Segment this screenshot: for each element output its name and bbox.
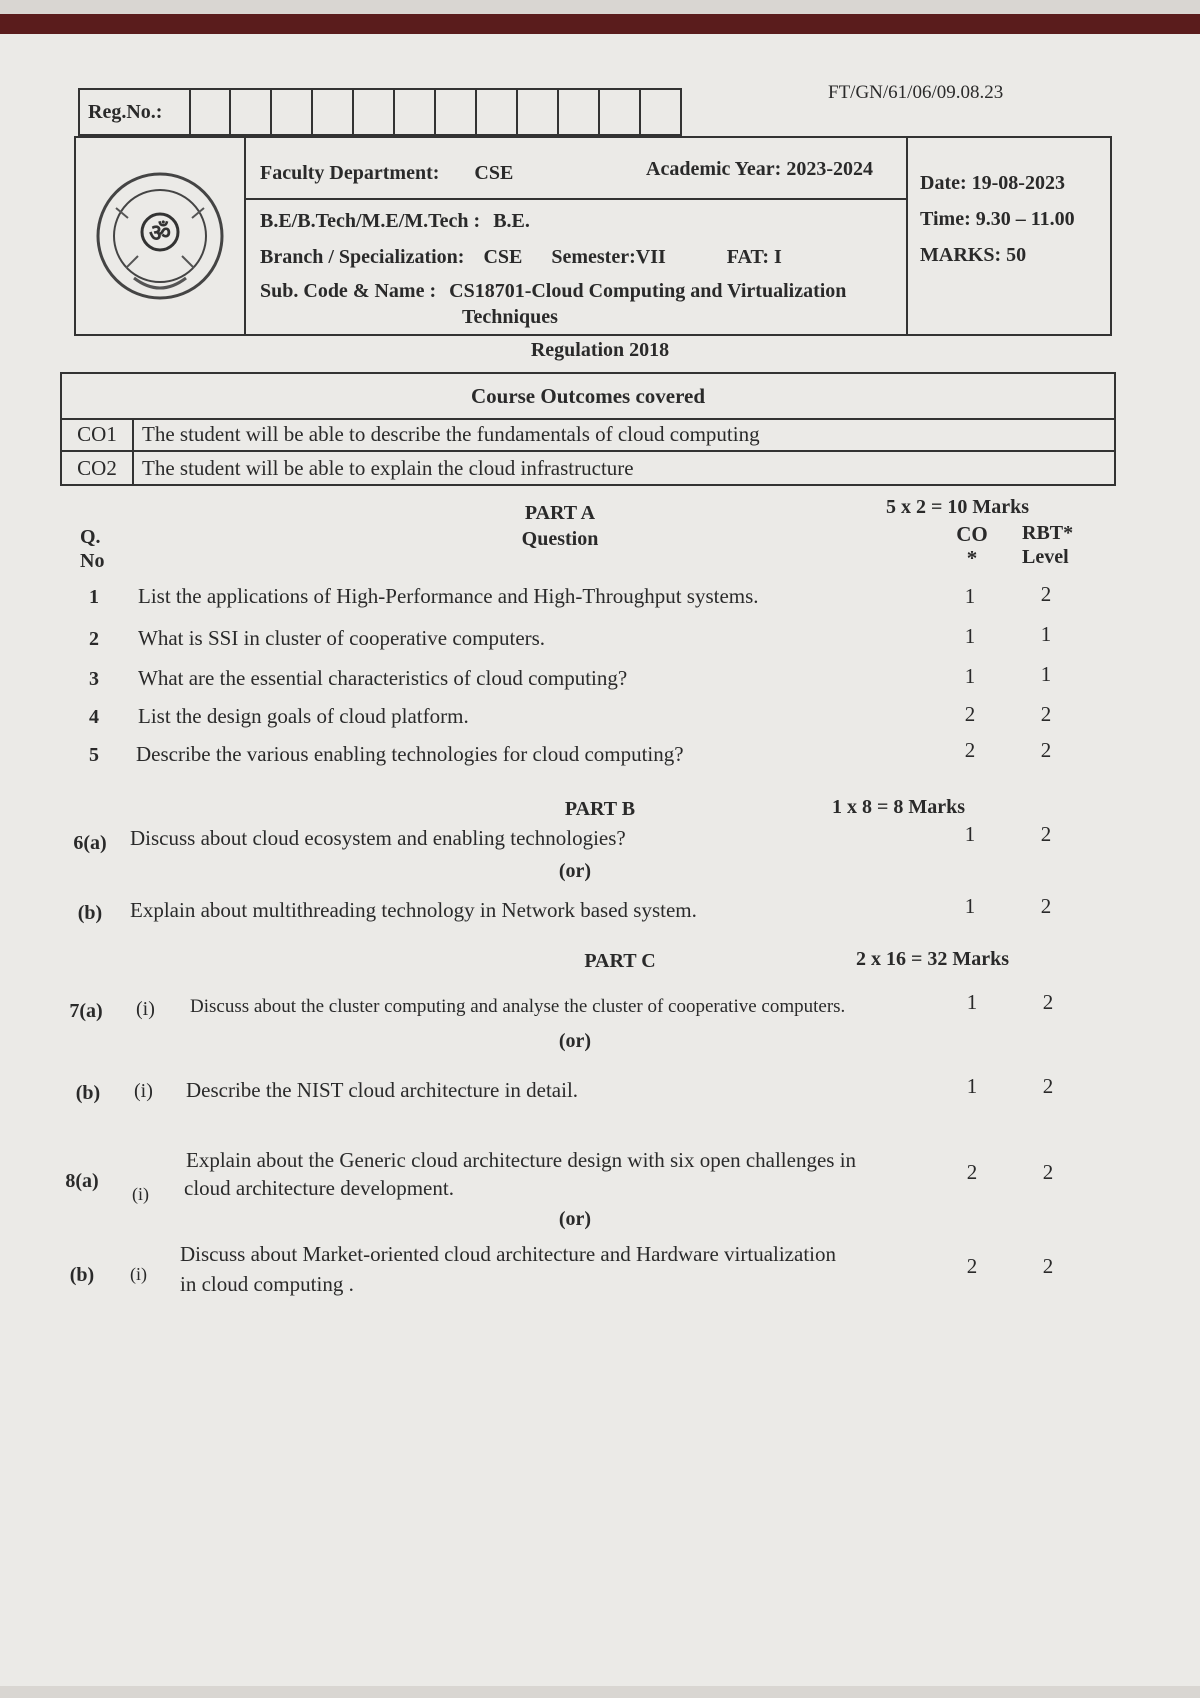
question-number: 7(a) [69, 1000, 103, 1022]
question-column-header: Question [521, 528, 599, 550]
subject-name-line2: Techniques [462, 306, 558, 328]
reg-no-cell[interactable] [270, 90, 311, 134]
exam-date: Date: 19-08-2023 [920, 172, 1065, 194]
exam-marks: MARKS: 50 [920, 244, 1027, 266]
question-number: (b) [75, 1082, 101, 1104]
question-rbt: 2 [1040, 738, 1052, 762]
rbt-header: RBT* [1022, 522, 1074, 544]
exam-time: Time: 9.30 – 11.00 [920, 208, 1075, 230]
question-text: Describe the various enabling technologies for cloud computing? [136, 742, 684, 766]
sub-question-number: (i) [134, 1080, 153, 1102]
part-c-title: PART C [584, 950, 656, 972]
question-co: 2 [966, 1160, 978, 1184]
question-co: 1 [964, 624, 976, 648]
question-co: 1 [966, 990, 978, 1014]
question-rbt: 2 [1040, 582, 1052, 606]
degree-value: B.E. [493, 210, 530, 232]
question-co: 1 [966, 1074, 978, 1098]
co-row [62, 418, 1114, 452]
regulation: Regulation 2018 [530, 339, 670, 361]
faculty-value: CSE [474, 162, 514, 184]
question-text: Discuss about cloud ecosystem and enabling technologies? [130, 826, 626, 850]
question-rbt: 2 [1042, 1074, 1054, 1098]
sub-question-number: (i) [130, 1264, 147, 1284]
question-number: (b) [69, 1264, 95, 1286]
faculty-label: Faculty Department: [260, 162, 440, 184]
question-number: 5 [89, 744, 99, 766]
co-header: CO [956, 522, 988, 546]
logo-cell [76, 138, 246, 334]
top-edge [0, 14, 1200, 34]
question-text-line2: in cloud computing . [180, 1272, 354, 1296]
question-rbt: 2 [1040, 822, 1052, 846]
qno-header: Q. [80, 526, 101, 548]
question-rbt: 1 [1040, 662, 1052, 686]
reg-no-cell[interactable] [229, 90, 270, 134]
question-co: 2 [964, 738, 976, 762]
co-row [62, 452, 1114, 484]
question-text-line1: Explain about the Generic cloud architecture design with six open challenges in [186, 1148, 857, 1172]
part-c-or-2: (or) [558, 1208, 592, 1230]
question-rbt: 2 [1042, 1254, 1054, 1278]
question-text: List the design goals of cloud platform. [138, 704, 469, 728]
degree-label: B.E/B.Tech/M.E/M.Tech : [260, 210, 481, 232]
part-a-marks: 5 x 2 = 10 Marks [886, 496, 1030, 518]
question-rbt: 2 [1042, 990, 1054, 1014]
academic-year: Academic Year: 2023-2024 [646, 158, 873, 180]
co-text: The student will be able to describe the fundamentals of cloud computing [142, 422, 760, 446]
reg-no-cell[interactable] [475, 90, 516, 134]
question-number: (b) [77, 902, 103, 924]
reg-no-box [78, 88, 682, 136]
document-code: FT/GN/61/06/09.08.23 [828, 82, 1004, 103]
reg-no-cell[interactable] [598, 90, 639, 134]
branch-label: Branch / Specialization: [260, 246, 465, 268]
rbt-header-2: Level [1022, 546, 1069, 568]
question-co: 2 [966, 1254, 978, 1278]
question-rbt: 2 [1040, 894, 1052, 918]
subject-name-line1: CS18701-Cloud Computing and Virtualization [449, 280, 847, 302]
question-text: Discuss about the cluster computing and analyse the cluster of cooperative computers. [190, 996, 846, 1017]
part-b-or: (or) [558, 860, 592, 882]
reg-no-cell[interactable] [393, 90, 434, 134]
question-text: Explain about multithreading technology in Network based system. [130, 898, 697, 922]
date-time-cell [906, 138, 1112, 334]
question-text: Describe the NIST cloud architecture in detail. [186, 1078, 579, 1102]
exam-paper [0, 14, 1200, 1686]
exam-header-table [74, 136, 1112, 336]
reg-no-cell[interactable] [434, 90, 475, 134]
co-text: The student will be able to explain the cloud infrastructure [142, 456, 634, 480]
question-rbt: 1 [1040, 622, 1052, 646]
part-c-or-1: (or) [558, 1030, 592, 1052]
question-text: List the applications of High-Performance and High-Throughput systems. [138, 584, 759, 608]
question-co: 1 [964, 584, 976, 608]
question-text-line1: Discuss about Market-oriented cloud architecture and Hardware virtualization [180, 1242, 836, 1266]
co-code: CO2 [62, 452, 134, 484]
course-outcomes-title: Course Outcomes covered [62, 374, 1114, 420]
question-number: 6(a) [73, 832, 107, 854]
part-c-marks: 2 x 16 = 32 Marks [856, 948, 1010, 970]
question-rbt: 2 [1042, 1160, 1054, 1184]
reg-no-cell[interactable] [557, 90, 598, 134]
co-header-2: * [966, 546, 978, 570]
question-number: 4 [89, 706, 99, 728]
question-rbt: 2 [1040, 702, 1052, 726]
question-co: 1 [964, 894, 976, 918]
reg-no-cell[interactable] [352, 90, 393, 134]
question-number: 3 [89, 668, 99, 690]
sub-question-number: (i) [136, 998, 155, 1020]
reg-no-cell[interactable] [311, 90, 352, 134]
header-divider [246, 198, 906, 200]
branch-value: CSE [483, 246, 523, 268]
svg-text:ॐ: ॐ [149, 219, 171, 247]
question-co: 2 [964, 702, 976, 726]
sub-question-number: (i) [132, 1184, 149, 1204]
reg-no-cell[interactable] [639, 90, 680, 134]
subject-label: Sub. Code & Name : [260, 280, 437, 302]
course-outcomes-table [60, 372, 1116, 486]
qno-header-2: No [80, 550, 105, 572]
part-a-title: PART A [524, 502, 596, 524]
fat-number: FAT: I [726, 246, 782, 268]
part-b-marks: 1 x 8 = 8 Marks [832, 796, 966, 818]
question-number: 8(a) [65, 1170, 99, 1192]
semester: Semester:VII [551, 246, 666, 268]
reg-no-cell[interactable] [516, 90, 557, 134]
college-seal-logo [76, 138, 244, 334]
question-number: 2 [89, 628, 99, 650]
question-co: 1 [964, 664, 976, 688]
part-b-title: PART B [564, 798, 636, 820]
question-number: 1 [89, 586, 99, 608]
reg-no-cell[interactable] [189, 90, 230, 134]
question-co: 1 [964, 822, 976, 846]
reg-no-label: Reg.No.: [88, 100, 163, 123]
co-code: CO1 [62, 418, 134, 450]
question-text: What are the essential characteristics of cloud computing? [138, 666, 628, 690]
question-text-line2: cloud architecture development. [184, 1176, 454, 1200]
question-text: What is SSI in cluster of cooperative computers. [138, 626, 546, 650]
